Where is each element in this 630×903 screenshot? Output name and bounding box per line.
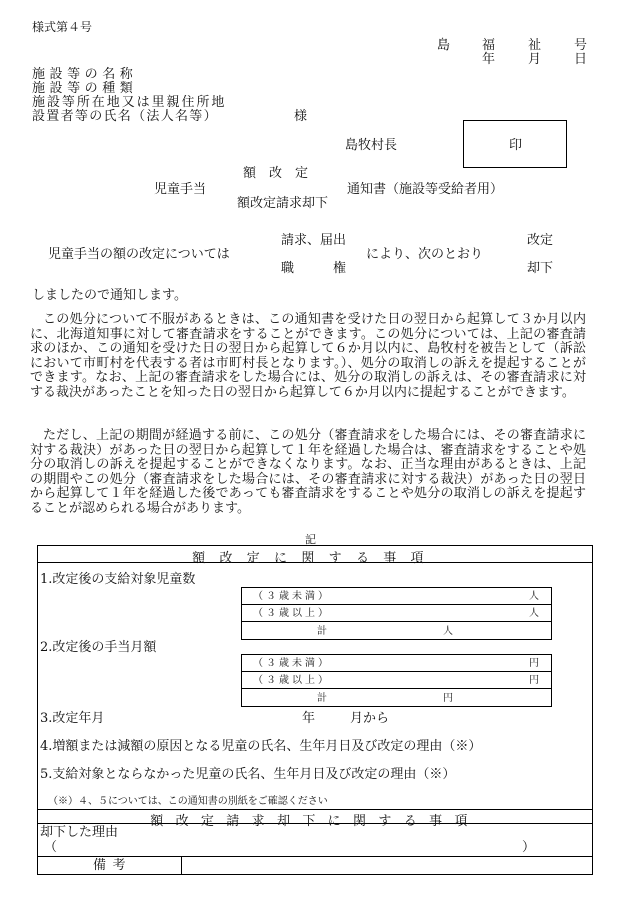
doc-no-sha: 祉	[528, 38, 542, 53]
title-line1: 額 改 定	[243, 166, 309, 181]
child-count-under3-label: （３歳未満）	[253, 591, 331, 602]
appeal-paragraph-1: この処分について不服があるときは、この通知書を受けた日の翌日から起算して３か月以内に、北海道知事に対して審査請求をすることができます。この処分については、上記の審査請求のほか、この通知を受けた日の翌日から起算して６か月以内に、島牧村を被告として（訴訟において市町村を代表する者は市町村長となります。）、処分の取消しの訴えを提起することができます。なお、上記の審査請求をした場合には、処分の取消しの訴えは、その審査請求に対する裁決があったことを知った日の翌日から起算して６か月以内に提起することができます。	[30, 312, 586, 400]
title-left: 児童手当	[154, 182, 207, 197]
allowance-total-label: 計	[317, 693, 327, 704]
item5-label: 5.支給対象とならなかった児童の氏名、生年月日及び改定の理由（※）	[40, 767, 456, 782]
allowance-total-unit: 円	[443, 693, 453, 704]
notice-lead: 児童手当の額の改定については	[48, 247, 230, 262]
note-text: （※）４、５については、この通知書の別紙をご確認ください	[48, 796, 328, 807]
sama-label: 様	[294, 109, 308, 124]
seal-label: 印	[509, 138, 523, 153]
item3-year: 年	[302, 711, 316, 726]
item3-from: 月から	[350, 711, 390, 726]
ki-label: 記	[305, 533, 316, 546]
form-number: 様式第４号	[32, 20, 93, 34]
allowance-under3-unit: 円	[529, 658, 539, 669]
date-day: 日	[574, 52, 588, 67]
doc-no-prefix: 島	[437, 38, 451, 53]
child-count-over3-label: （３歳以上）	[253, 608, 331, 619]
facility-type-label: 施設等の種類	[32, 81, 138, 96]
child-count-total-label: 計	[317, 626, 327, 637]
doc-no-fuku: 福	[482, 38, 496, 53]
facility-address-label: 施設等所在地又は里親住所地	[32, 95, 227, 110]
title-right: 通知書（施設等受給者用）	[347, 182, 504, 197]
founder-label: 設置者等の氏名（法人名等）	[32, 109, 218, 124]
child-count-over3-unit: 人	[529, 608, 539, 619]
notice-opt1: 請求、届出	[281, 233, 347, 248]
section-header-rejection: 額改定請求却下に関する事項	[150, 814, 480, 829]
notice-middle: により、次のとおり	[366, 247, 484, 262]
item4-label: 4.増額または減額の原因となる児童の氏名、生年月日及び改定の理由（※）	[40, 739, 482, 754]
doc-no-go: 号	[574, 38, 588, 53]
reject-reason-paren-open: （	[44, 840, 58, 855]
reject-reason-paren-close: ）	[522, 840, 536, 855]
date-year: 年	[482, 52, 496, 67]
item1-label: 1.改定後の支給対象児童数	[40, 572, 196, 587]
child-count-total-unit: 人	[443, 626, 453, 637]
reject-reason-label: 却下した理由	[40, 825, 119, 840]
notice-tail: しましたので通知します。	[32, 288, 187, 303]
title-line3: 額改定請求却下	[237, 196, 329, 211]
allowance-over3-unit: 円	[529, 675, 539, 686]
child-count-under3-unit: 人	[529, 591, 539, 602]
facility-name-label: 施設等の名称	[32, 67, 138, 82]
date-month: 月	[528, 52, 542, 67]
section-header-revision: 額改定に関する事項	[192, 551, 438, 566]
item2-label: 2.改定後の手当月額	[40, 640, 157, 655]
appeal-paragraph-2: ただし、上記の期間が経過する前に、この処分（審査請求をした場合には、その審査請求に対する裁決）があった日の翌日から起算して１年を経過した場合は、審査請求をすることや処分の取消しの訴えを提起することができなくなります。なお、正当な理由があるときは、上記の期間やこの処分（審査請求をした場合には、その審査請求に対する裁決）があった日の翌日から起算して１年を経過した後であっても審査請求をすることや処分の取消しの訴えを提起することが認められる場合があります。	[30, 428, 586, 516]
notice-result2: 却下	[527, 261, 554, 276]
allowance-under3-label: （３歳未満）	[253, 658, 331, 669]
notice-result1: 改定	[527, 233, 554, 248]
remarks-label: 備考	[93, 858, 133, 873]
notice-opt2: 職 権	[281, 261, 347, 276]
issuer-title: 島牧村長	[345, 138, 398, 153]
item3-label: 3.改定年月	[40, 711, 105, 726]
allowance-over3-label: （３歳以上）	[253, 675, 331, 686]
